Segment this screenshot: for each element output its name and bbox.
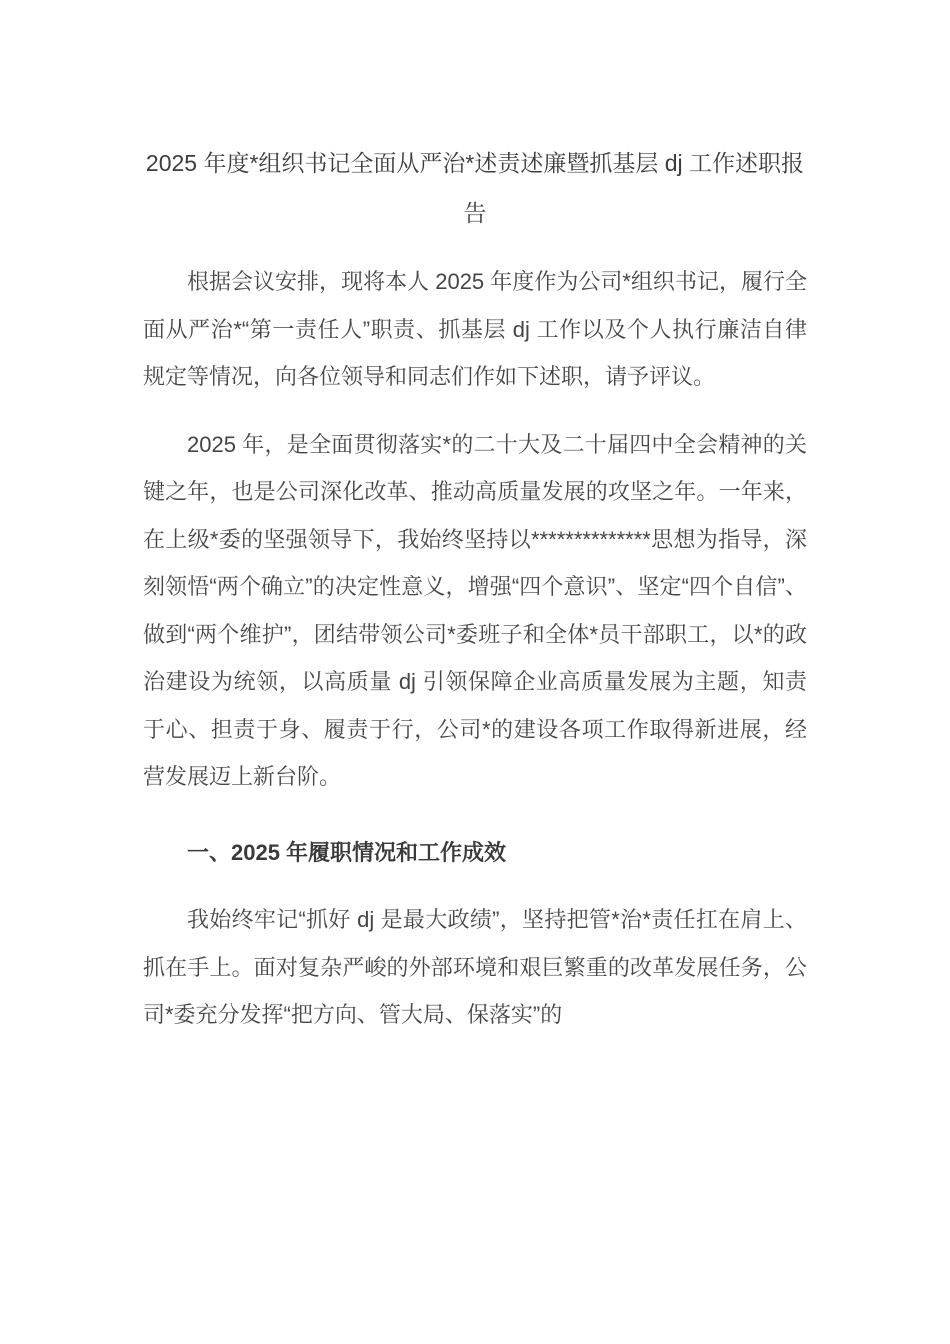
intro-paragraph: 根据会议安排，现将本人 2025 年度作为公司*组织书记，履行全面从严治*“第一责任人”职责、抓基层 dj 工作以及个人执行廉洁自律规定等情况，向各位领导和同志们作如下述职，请予评议。 [143, 269, 807, 389]
section-1-heading: 一、2025 年履职情况和工作成效 [187, 839, 507, 865]
section-1-paragraph: 我始终牢记“抓好 dj 是最大政绩”，坚持把管*治*责任扛在肩上、抓在手上。面对复杂严峻的外部环境和艰巨繁重的改革发展任务，公司*委充分发挥“把方向、管大局、保落实”的 [143, 907, 807, 1027]
overview-paragraph: 2025 年，是全面贯彻落实*的二十大及二十届四中全会精神的关键之年，也是公司深化改革、推动高质量发展的攻坚之年。一年来，在上级*委的坚强领导下，我始终坚持以**************思想为指导，深刻领悟“两个确立”的决定性意义，增强“四个意识”、坚定“四个自信”、做到“两个维护”，团结带领公司*委班子和全体*员干部职工，以*的政治建设为统领，以高质量 dj 引领保障企业高质量发展为主题，知责于心、担责于身、履责于行，公司*的建设各项工作取得新进展，经营发展迈上新台阶。 [143, 431, 807, 789]
document-title: 2025 年度*组织书记全面从严治*述责述廉暨抓基层 dj 工作述职报告 [145, 150, 805, 226]
